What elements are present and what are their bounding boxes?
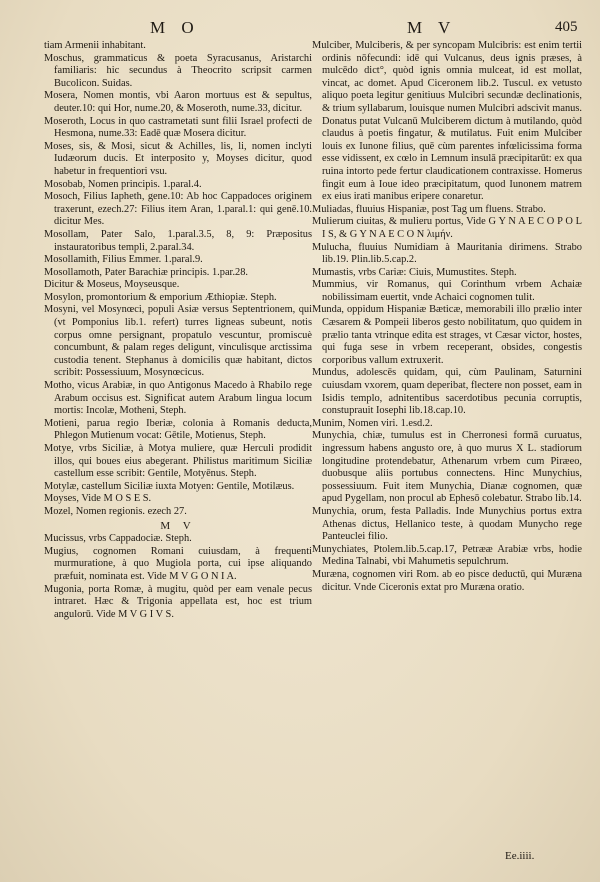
dictionary-entry: Mugonia, porta Romæ, à mugitu, quòd per eam venale pecus intraret. Hæc & Trigonia appellata est, hoc est trium angulorū. Vide M V G I V S. <box>44 583 312 620</box>
section-subheading: M V <box>160 519 196 532</box>
left-column <box>44 40 312 621</box>
right-column <box>312 40 582 594</box>
running-header <box>0 18 600 42</box>
page-number: 405 <box>555 19 578 35</box>
dictionary-entry: Munychia, orum, festa Palladis. Inde Munychius portus extra Athenas dictus, Hellanico teste, à quodam Munycho rege Panteuclei filio. <box>312 505 582 543</box>
dictionary-entry: Motye, vrbs Siciliæ, à Motya muliere, quæ Herculi prodidit illos, qui boues eius abegerant. Philistus maritimum Siciliæ castellum esse scribit: Gentile, Motyēnus. Steph. <box>44 443 312 480</box>
dictionary-entry: Moses, sis, & Mosi, sicut & Achilles, lis, li, nomen inclyti Iudæorum ducis. Et interposito y, Moyses dicitur, quod habetur in frequentiori vsu. <box>44 140 312 177</box>
dictionary-entry: Mosollamith, Filius Emmer. 1.paral.9. <box>44 254 203 266</box>
dictionary-entry: Mosera, Nomen montis, vbi Aaron mortuus est & sepultus, deuter.10: qui Hor, nume.20, & Moseroth, nume.33, dicitur. <box>44 90 312 114</box>
dictionary-entry: Munim, Nomen viri. 1.esd.2. <box>312 417 433 429</box>
dictionary-entry: Mucissus, vrbs Cappadociæ. Steph. <box>44 533 192 545</box>
dictionary-entry: Moschus, grammaticus & poeta Syracusanus, Aristarchi familiaris: hic secundus à Theocrito scripsit carmen Bucolicon. Suidas. <box>44 52 312 89</box>
dictionary-entry: tiam Armenii inhabitant. <box>44 40 146 51</box>
dictionary-entry: Mosyni, vel Mosynœci, populi Asiæ versus Septentrionem, qui (vt Pomponius lib.1. refert) turres ligneas subeunt, notis corpus omne persignant, propatulo vescuntur, promiscuè concumbunt, & palam reges deligunt, vinculisque arctissima custodia tenent. Stephanus à domicilis quæ habitant, dictos scribit: Possessiuum, Mosynœcicus. <box>44 304 312 379</box>
dictionary-entry: Muræna, cognomen viri Rom. ab eo pisce deductū, qui Muræna dicitur. Vnde Ciceronis extat pro Muræna oratio. <box>312 568 582 593</box>
dictionary-entry: Dicitur & Moseus, Moyseusque. <box>44 279 180 291</box>
dictionary-entry: Munychiates, Ptolem.lib.5.cap.17, Petrææ Arabiæ vrbs, hodie Medina Talnabi, vbi Mahumetis sepulchrum. <box>312 543 582 568</box>
dictionary-entry: Mumastis, vrbs Cariæ: Ciuis, Mumustites. Steph. <box>312 266 517 278</box>
catchword: Ee.iiii. <box>505 850 535 862</box>
dictionary-entry: Mummius, vir Romanus, qui Corinthum vrbem Achaiæ nobilissimam euertit, vnde Achaici cognomen tulit. <box>312 279 582 303</box>
dictionary-entry: Mozel, Nomen regionis. ezech 27. <box>44 505 187 517</box>
dictionary-entry: Munda, oppidum Hispaniæ Bæticæ, memorabili illo prælio inter Cæsarem & Pompeii liberos gesto nobilitatum, quo quidem in prælio tanta vtrinque edita est strages, vt Cæsar victor, hostes, qui fuga sese in vrbem receperant, obsides, congestis corporibus vallum extruxerit. <box>312 304 582 366</box>
dictionary-entry: Mosollamoth, Pater Barachiæ principis. 1.par.28. <box>44 266 249 278</box>
dictionary-entry: Mulucha, fluuius Numidiam à Mauritania dirimens. Strabo lib.19. Plin.lib.5.cap.2. <box>312 241 582 266</box>
dictionary-entry: Moyses, Vide M O S E S. <box>44 493 152 505</box>
header-right-letters: M V <box>407 18 457 37</box>
dictionary-entry: Mulierum ciuitas, & mulieru portus, Vide G Y N A E C O P O L I S, & G Y N A E C O N λιμήν. <box>312 216 582 240</box>
dictionary-entry: Motho, vicus Arabiæ, in quo Antigonus Macedo à Rhabilo rege Arabum occisus est. Significat autem Arabum lingua locum mortis: Incolæ, Motheni, Steph. <box>44 380 312 417</box>
dictionary-entry: Motylæ, castellum Siciliæ iuxta Motyen: Gentile, Motilæus. <box>44 480 295 492</box>
dictionary-entry: Mosylon, promontorium & emporium Æthiopiæ. Steph. <box>44 291 277 303</box>
header-left-letters: M O <box>150 18 200 37</box>
dictionary-entry: Mundus, adolescēs quidam, qui, cùm Paulinam, Saturnini cuiusdam vxorem, quam deperibat, flectere non posset, eam in Isidis templo, adnitentibus sacerdotibus pecunia corruptis, constuprauit Iosephi lib.18.cap.10. <box>312 367 582 417</box>
dictionary-entry: Motieni, parua regio Iberiæ, colonia à Romanis deducta, Phlegon Mutienum vocat: Gētile, Motienus, Steph. <box>44 417 312 442</box>
dictionary-entry: Mosoch, Filius Iapheth, gene.10: Ab hoc Cappadoces originem traxerunt, ezech.27: Filius item Aran, 1.paral.1: qui genē.10. dicitur Mes. <box>44 191 312 228</box>
dictionary-entry: Mosobab, Nomen principis. 1.paral.4. <box>44 178 202 190</box>
dictionary-entry: Mulciber, Mulciberis, & per syncopam Mulcibris: est enim tertii ordinis nōfecundi: idē qui Vulcanus, deus ignis præses, à mulcēdo dict°, quòd ignis omnia mulceat, id est mollat, vincat, ac domet. Apud Ciceronem lib.2. Tuscul. ex vetusto aliquo poeta legitur genitiuus Mulcibri secundæ declinationis, & trium syllabarum, louisque numen Mulcibri adscivit manus. Donatus putat Vulcanū Mulciberem dictum à mutilando, quòd claudus à poetis fingatur, & mutilatus. Fuit enim Mulciber louis ex Iunone filius, quē cùm parentes infœlicissima forma esse vidissent, ex cœlo in Lemnum insulā præcipitarūt: ex qua ruina intorto pede fertur claudicationem contraxisse. Homerus fingit eum à Ioue ideo præcipitatum, quod Iunonem matrem ex eius irati manibus eripere conaretur. <box>312 40 582 203</box>
dictionary-entry: Moseroth, Locus in quo castrametati sunt filii Israel profecti de Hesmona, nume.33: Eadē quæ Mosera dicitur. <box>44 115 312 140</box>
dictionary-entry: Muliadas, fluuius Hispaniæ, post Tag um fluens. Strabo. <box>312 203 546 215</box>
dictionary-entry: Munychia, chiæ, tumulus est in Cherronesi formā curuatus, ingressum habens angusto ore, à quo murus X L. stadiorum longitudine protendebatur, Athenarum vrbem cum Piræeo, duobusque aliis portubus connectens. Hinc Munychius, possessiuum. Fuit item Munychia, Dianæ cognomen, quæ apud Pygellam, non procul ab Ephesō colebatur. Strabo lib.14. <box>312 430 582 505</box>
dictionary-entry: Mugius, cognomen Romani cuiusdam, à frequenti murmuratione, à quo Mugiola porta, cui ipse aliquando præfuit, nominata est. Vide M V G O N I A. <box>44 545 312 582</box>
dictionary-entry: Mosollam, Pater Salo, 1.paral.3.5, 8, 9: Præpositus instauratoribus templi, 2.paral.34. <box>44 228 312 253</box>
